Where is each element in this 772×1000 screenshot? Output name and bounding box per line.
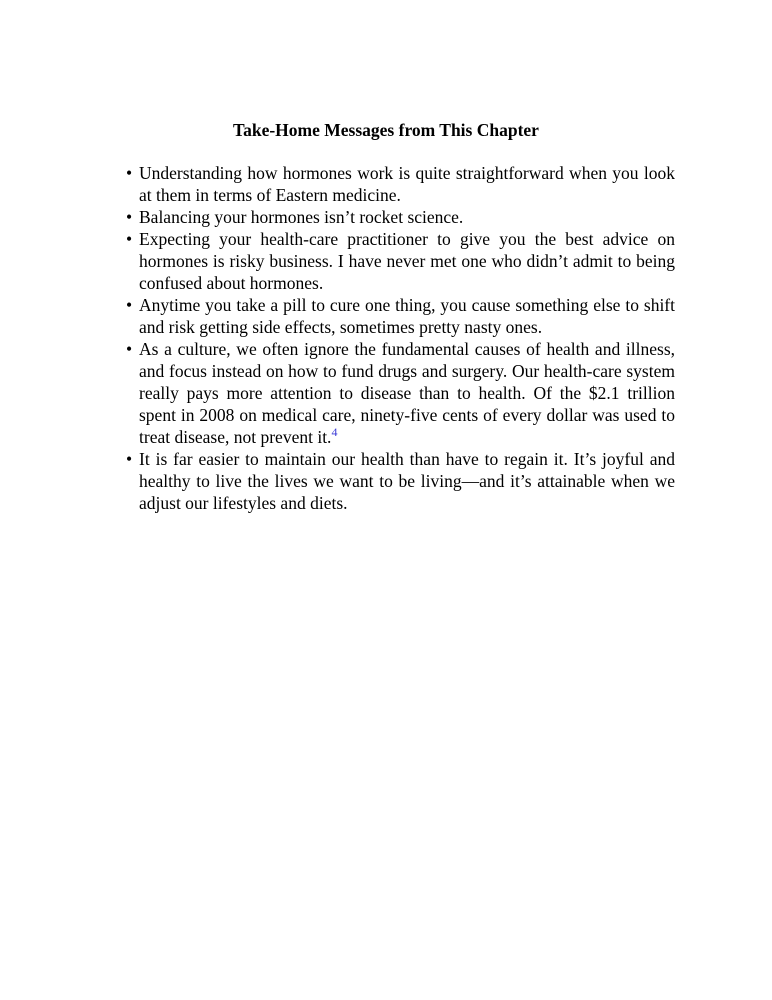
bullet-icon: • [126,229,133,249]
chapter-summary-title: Take-Home Messages from This Chapter [233,120,539,140]
list-item [126,338,675,448]
bullet-icon: • [126,449,133,469]
bullet-icon: • [126,295,133,315]
bullet-text: As a culture, we often ignore the fundamental causes of health and illness, and focus instead on how to fund drugs and surgery. Our health-care system really pays more attention to disease than to health. Of the $2.1 trillion spent in 2008 on medical care, ninety-five cents of every dollar was used to treat disease, not prevent it. [139,339,675,447]
bullet-text: Balancing your hormones isn’t rocket science. [139,207,464,227]
list-item [126,228,675,294]
list-item [126,294,675,338]
bullet-text: Understanding how hormones work is quite straightforward when you look at them in terms of Eastern medicine. [139,163,675,205]
take-home-messages-list [126,162,675,514]
bullet-icon: • [126,163,133,183]
bullet-text: Anytime you take a pill to cure one thing, you cause something else to shift and risk getting side effects, sometimes pretty nasty ones. [139,295,675,337]
bullet-text: It is far easier to maintain our health than have to regain it. It’s joyful and healthy to live the lives we want to be living—and it’s attainable when we adjust our lifestyles and diets. [139,449,675,513]
bullet-icon: • [126,339,133,359]
bullet-icon: • [126,207,133,227]
bullet-text: Expecting your health-care practitioner to give you the best advice on hormones is risky business. I have never met one who didn’t admit to being confused about hormones. [139,229,675,293]
footnote-reference-link[interactable]: 4 [331,425,338,440]
list-item [126,448,675,514]
list-item [126,206,675,228]
list-item [126,162,675,206]
